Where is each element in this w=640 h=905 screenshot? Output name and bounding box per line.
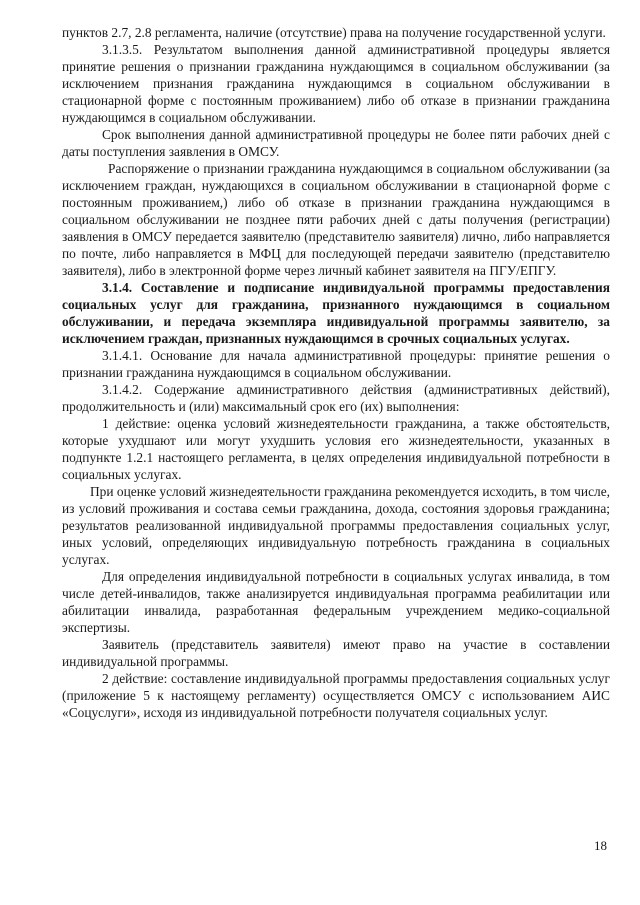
paragraph-continuation: пунктов 2.7, 2.8 регламента, наличие (отсутствие) права на получение государственной услуги.: [62, 25, 606, 40]
document-body: [62, 24, 610, 721]
paragraph-order-delivery: Распоряжение о признании гражданина нуждающимся в социальном обслуживании (за исключением граждан, нуждающихся в социальном обслуживании в стационарной форме с постоянным проживанием,) либо об отказе в признании гражданина нуждающимся в социальном обслуживании не позднее пяти рабочих дней с даты получения (регистрации) заявления в ОМСУ передается заявителю (представителю заявителя) лично, либо направляется по почте, либо направляется в МФЦ для последующей передачи заявителю (представителю заявителя), либо в электронной форме через личный кабинет заявителя на ПГУ/ЕПГУ.: [62, 161, 610, 278]
paragraph-3-1-3-5: 3.1.3.5. Результатом выполнения данной административной процедуры является принятие решения о признании гражданина нуждающимся в социальном обслуживании (за исключением признания гражданина нуждающимся в социальном обслуживании в стационарной форме с постоянным проживанием) либо об отказе в признании гражданина нуждающимся в социальном обслуживании.: [62, 42, 610, 125]
page-number: 18: [594, 838, 607, 853]
paragraph-3-1-4-1: 3.1.4.1. Основание для начала административной процедуры: принятие решения о признании гражданина нуждающимся в социальном обслуживании.: [62, 348, 610, 380]
paragraph-3-1-4-2: 3.1.4.2. Содержание административного действия (административных действий), продолжительность и (или) максимальный срок его (их) выполнения:: [62, 382, 610, 414]
paragraph-assessment: При оценке условий жизнедеятельности гражданина рекомендуется исходить, в том числе, из условий проживания и состава семьи гражданина, дохода, состояния здоровья гражданина; результатов реализованной индивидуальной программы предоставления социальных услуг, иных условий, определяющих индивидуальную потребность гражданина в социальных услугах.: [62, 484, 610, 567]
paragraph-action-1: 1 действие: оценка условий жизнедеятельности гражданина, а также обстоятельств, которые ухудшают или могут ухудшить условия его жизнедеятельности, указанных в подпункте 1.2.1 настоящего регламента, в целях определения индивидуальной потребности в социальных услугах.: [62, 416, 610, 482]
paragraph-deadline: Срок выполнения данной административной процедуры не более пяти рабочих дней с даты поступления заявления в ОМСУ.: [62, 127, 610, 159]
paragraph-disabled-needs: Для определения индивидуальной потребности в социальных услугах инвалида, в том числе детей-инвалидов, также анализируется индивидуальная программа реабилитации или абилитации инвалида, разработанная федеральным учреждением медико-социальной экспертизы.: [62, 569, 610, 635]
paragraph-action-2: 2 действие: составление индивидуальной программы предоставления социальных услуг (приложение 5 к настоящему регламенту) осуществляется ОМСУ с использованием АИС «Соцуслуги», исходя из индивидуальной потребности получателя социальных услуг.: [62, 671, 610, 720]
section-heading-3-1-4: 3.1.4. Составление и подписание индивидуальной программы предоставления социальных услуг для гражданина, признанного нуждающимся в социальном обслуживании, и передача экземпляра индивидуальной программы заявителю, за исключением граждан, признанных нуждающимся в срочных социальных услугах.: [62, 280, 610, 346]
paragraph-applicant-right: Заявитель (представитель заявителя) имеют право на участие в составлении индивидуальной программы.: [62, 637, 610, 669]
